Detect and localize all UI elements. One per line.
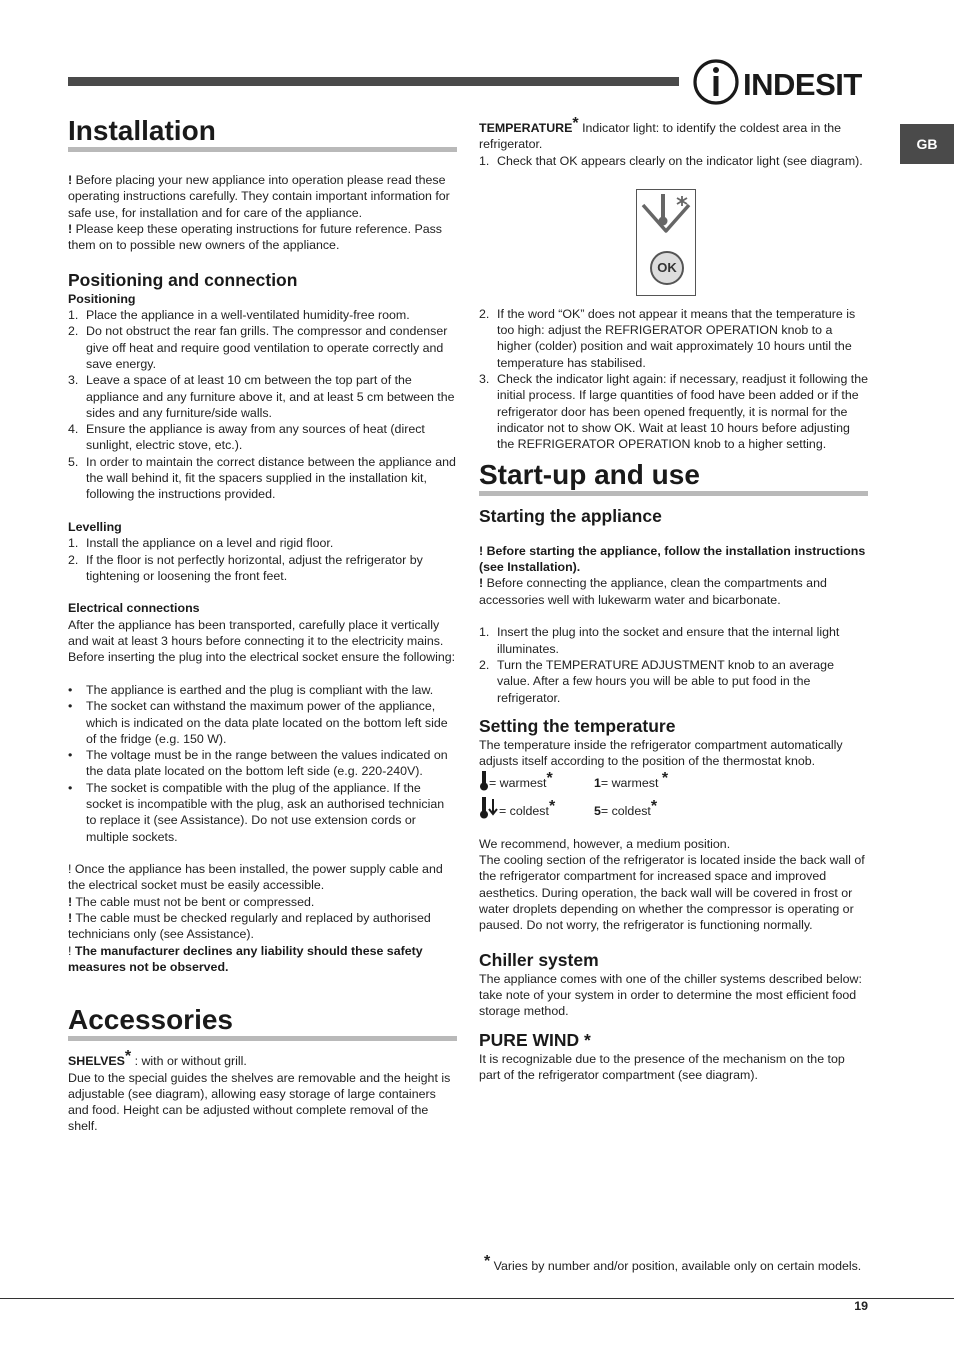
accessories-title: Accessories <box>68 1004 457 1041</box>
positioning-subtitle: Positioning <box>68 291 136 306</box>
shelves-line: SHELVES* : with or without grill. <box>68 1048 247 1069</box>
list-item: 2. Turn the TEMPERATURE ADJUSTMENT knob to an average value. After a few hours you will be able to put food in the refrigerator. <box>479 657 834 705</box>
pure-wind-title: PURE WIND * <box>479 1029 591 1050</box>
pure-wind-text: It is recognizable due to the presence of the mechanism on the top part of the refrigerator compartment (see diagram). <box>479 1051 845 1082</box>
language-tab: GB <box>900 124 954 164</box>
right-column <box>479 115 868 1083</box>
temperature-intro: TEMPERATURE* Indicator light: to identify the coldest area in the refrigerator. <box>479 115 842 152</box>
list-item: • The appliance is earthed and the plug is compliant with the law. <box>68 682 434 697</box>
setting-temperature-title: Setting the temperature <box>479 715 676 736</box>
snowflake-triangle-icon <box>637 190 695 240</box>
temperature-step-1: 1. Check that OK appears clearly on the indicator light (see diagram). <box>479 153 863 168</box>
list-item: 1. Install the appliance on a level and rigid floor. <box>68 536 334 551</box>
indicator-diagram <box>636 189 696 296</box>
page-number: 19 <box>854 1299 868 1313</box>
chiller-title: Chiller system <box>479 949 599 970</box>
levelling-list <box>68 535 457 584</box>
startup-warning: ! Before starting the appliance, follow the installation instructions (see Installation). <box>479 543 866 575</box>
startup-title: Start-up and use <box>479 459 868 496</box>
list-item: 1. Insert the plug into the socket and ensure that the internal light illuminates. <box>479 625 840 656</box>
list-item: 1. Place the appliance in a well-ventilated humidity-free room. <box>68 308 410 323</box>
electrical-subtitle: Electrical connections <box>68 601 200 616</box>
list-item: 2. If the floor is not perfectly horizontal, adjust the refrigerator by tightening or loosening the front feet. <box>68 552 423 583</box>
indesit-logo <box>693 58 871 106</box>
thermometer-icon <box>479 771 489 791</box>
electrical-text: After the appliance has been transported, carefully place it vertically and wait at least 3 hours before connecting it to the electricity mains. Before inserting the plug into the electrical socket ensure the following: <box>68 617 456 665</box>
warning-checked: ! The cable must be checked regularly and replaced by authorised technicians only (see Assistance). <box>68 911 431 942</box>
ok-indicator-icon: OK <box>650 251 684 285</box>
installation-intro-2: ! Please keep these operating instructions for future reference. Pass them on to possible new owners of the appliance. <box>68 221 443 253</box>
startup-list <box>479 624 868 705</box>
footnote: * Varies by number and/or position, available only on certain models. <box>484 1253 862 1273</box>
setting-temperature-text: The temperature inside the refrigerator compartment automatically adjusts itself according to the position of the thermostat knob. <box>479 737 843 769</box>
positioning-list <box>68 307 457 503</box>
warmest-row: = warmest * 1= warmest * <box>479 769 868 791</box>
startup-clean: ! Before connecting the appliance, clean the compartments and accessories well with lukewarm water and bicarbonate. <box>479 576 827 607</box>
list-item: 3. Leave a space of at least 10 cm between the top part of the appliance and any furniture above it, and at least 5 cm between the sides and any furniture/side walls. <box>68 373 455 420</box>
chiller-text: The appliance comes with one of the chiller systems described below: take note of your system in order to determine the most efficient food storage method. <box>479 971 862 1019</box>
electrical-list <box>68 682 457 845</box>
list-item: 4. Ensure the appliance is away from any sources of heat (direct sunlight, electric stove, etc.). <box>68 422 425 453</box>
cooling-text: The cooling section of the refrigerator is located inside the back wall of the refrigerator compartment for increased space and improved aesthetics. During operation, the back wall will be covered in frost or water droplets depending on whether the compressor is operating or paused. Do not worry, the refrigerator is functioning normally. <box>479 853 865 933</box>
footer-line <box>0 1298 954 1299</box>
recommend-text: We recommend, however, a medium position. <box>479 836 731 851</box>
temperature-step-3: 3. Check the indicator light again: if necessary, readjust it following the initial process. If large quantities of food have been added or if the refrigerator door has been opened frequently, it is normal for the indicator not to show OK. Wait at least 10 hours before adjusting the REFRIGERATOR OPERATION knob to a higher setting. <box>479 372 868 452</box>
list-item: • The socket is compatible with the plug of the appliance. If the socket is incompatible with the plug, ask an authorised technician to replace it (see Assistance). Do not use extension cords or multiple sockets. <box>68 780 445 844</box>
positioning-connection-title: Positioning and connection <box>68 269 298 290</box>
warning-liability: ! The manufacturer declines any liability should these safety measures not be observed. <box>68 943 423 974</box>
list-item: • The socket can withstand the maximum power of the appliance, which is indicated on the data plate located on the bottom left side of the fridge (e.g. 150 W). <box>68 699 448 746</box>
warning-accessible: ! Once the appliance has been installed, the power supply cable and the electrical socket must be easily accessible. <box>68 862 443 893</box>
temperature-step-2: 2. If the word “OK” does not appear it means that the temperature is too high: adjust the REFRIGERATOR OPERATION knob to a higher (colder) position and wait approximately 10 hours until the temperature has stabilised. <box>479 306 856 370</box>
list-item: 5. In order to maintain the correct distance between the appliance and the wall behind it, fit the spacers supplied in the installation kit, following the instructions provided. <box>68 454 456 502</box>
levelling-subtitle: Levelling <box>68 519 122 534</box>
installation-title: Installation <box>68 115 457 152</box>
warning-bent: ! The cable must not be bent or compressed. <box>68 894 315 909</box>
brand-name: INDESIT <box>743 67 862 102</box>
installation-intro-1: ! Before placing your new appliance into operation please read these operating instructions carefully. They contain important information for safe use, for installation and for care of the appliance. <box>68 173 450 220</box>
coldest-row: = coldest * 5= coldest* <box>479 797 868 819</box>
list-item: • The voltage must be in the range between the values indicated on the data plate located on the bottom left side (e.g. 220-240V). <box>68 748 448 779</box>
starting-appliance-title: Starting the appliance <box>479 505 662 526</box>
list-item: 2. Do not obstruct the rear fan grills. The compressor and condenser give off heat and require good ventilation to operate correctly and save energy. <box>68 324 448 371</box>
left-column <box>68 115 457 1135</box>
shelves-text: Due to the special guides the shelves are removable and the height is adjustable (see diagram), allowing easy storage of large containers and food. Height can be adjusted without complete removal of the shelf. <box>68 1070 451 1134</box>
header-bar <box>68 77 679 86</box>
thermometer-down-icon <box>479 797 499 819</box>
